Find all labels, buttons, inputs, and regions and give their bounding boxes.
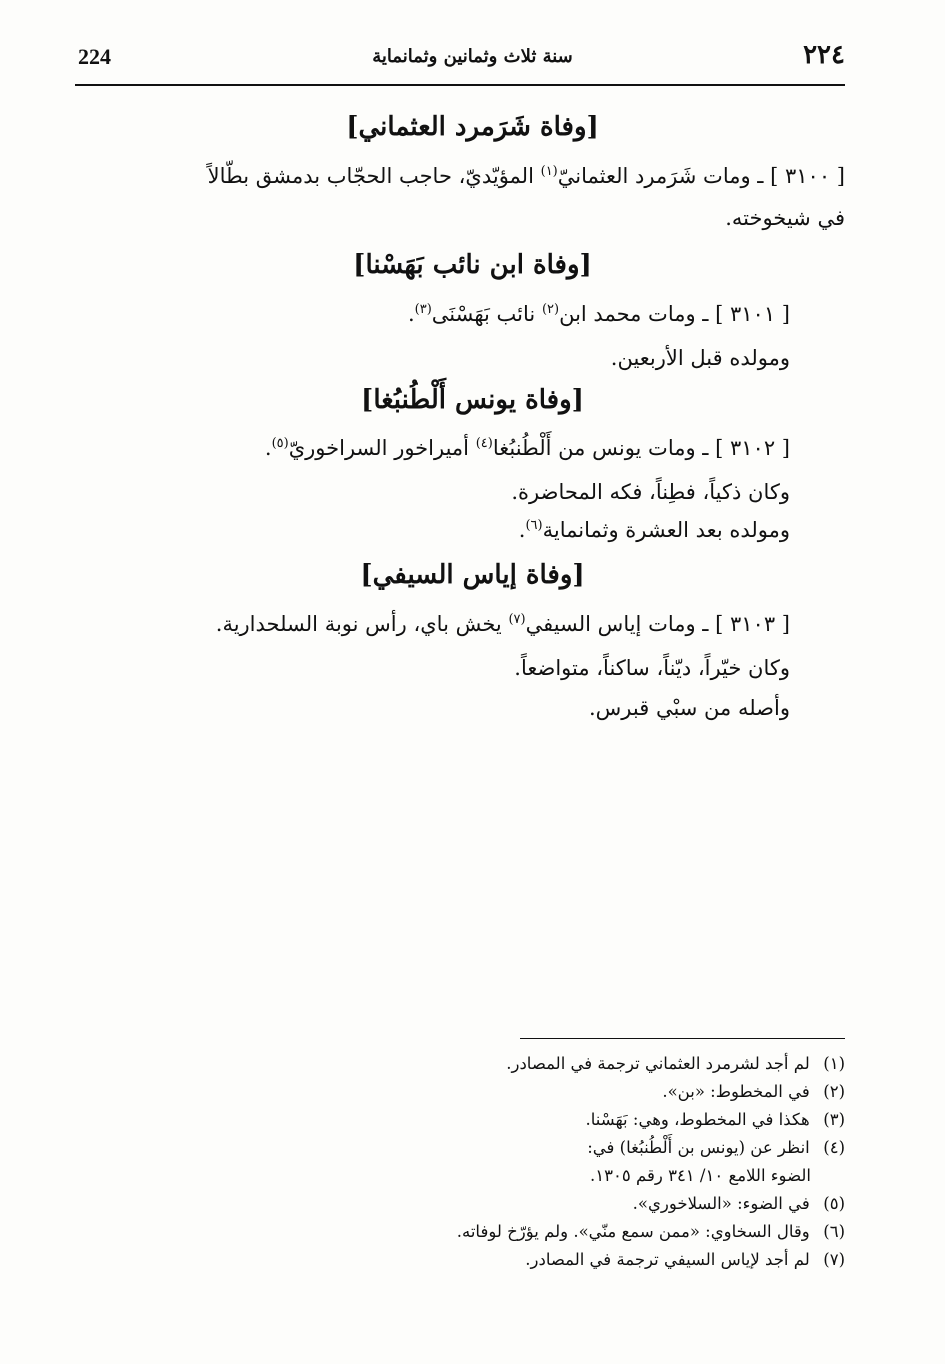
footnote: (٥) في الضوء: «السلاخوري».: [632, 1194, 845, 1213]
entry-line: وكان خيّراً، ديّناً، ساكناً، متواضعاً.: [514, 656, 790, 680]
footnote-ref: (٧): [508, 612, 526, 627]
entry-line: [ ٣١٠١ ] ـ ومات محمد ابن$^{(٢)}$ نائب بَهَسْنَى$^{(٣)}$.: [407, 302, 790, 326]
entry-heading: [وفاة يونس أَلْطُنبُغا]: [361, 385, 584, 415]
entry-line: في شيخوخته.: [725, 206, 845, 230]
entry-line: ومولده قبل الأربعين.: [610, 346, 790, 370]
footnote-ref: (١): [540, 164, 558, 179]
entry-heading: [وفاة ابن نائب بَهَسْنا]: [353, 250, 592, 280]
page-number-latin: 224: [78, 44, 111, 69]
entry-heading: [وفاة إياس السيفي]: [360, 560, 585, 590]
footnote-ref: (٦): [525, 518, 543, 533]
footnote-ref: (٢): [541, 302, 560, 317]
entry-line: [ ٣١٠٠ ] ـ ومات شَرَمرد العثمانيّ$^{(١)}$ المؤيّديّ، حاجب الحجّاب بدمشق بطّالاً: [207, 164, 845, 188]
footnotes: [70, 1050, 845, 1274]
header-rule: [75, 84, 845, 86]
footnote: (٣) هكذا في المخطوط، وهي: بَهَسْنا.: [585, 1110, 845, 1129]
footnote-ref: (٥): [271, 436, 289, 451]
entry-line: وكان ذكياً، فطِناً، فكه المحاضرة.: [511, 480, 790, 504]
footnote: (٧) لم أجد لإياس السيفي ترجمة في المصادر.: [525, 1250, 845, 1269]
page-number-arabic: ٢٢٤: [803, 40, 845, 70]
footnote: (٤) انظر عن (يونس بن أَلْطُنبُغا) في:: [587, 1138, 845, 1157]
footnote-ref: (٣): [414, 302, 432, 317]
entry-line: ومولده بعد العشرة وثمانماية$^{(٦)}$.: [518, 518, 790, 542]
footnote: (١) لم أجد لشرمرد العثماني ترجمة في المصادر.: [506, 1054, 845, 1073]
entry-text: [70, 156, 845, 196]
entry-heading: [وفاة شَرَمرد العثماني]: [346, 112, 599, 142]
entry-line: [ ٣١٠٣ ] ـ ومات إياس السيفي$^{(٧)}$ يخش باي، رأس نوبة السلحدارية.: [215, 612, 790, 636]
footnote-continuation: الضوء اللامع ١٠/ ٣٤١ رقم ١٣٠٥.: [590, 1166, 811, 1185]
running-title: سنة ثلاث وثمانين وثمانماية: [372, 46, 573, 67]
footnote: (٢) في المخطوط: «بن».: [662, 1082, 845, 1101]
entry-line: وأصله من سبْي قبرس.: [589, 696, 790, 720]
footnote-rule: [520, 1038, 845, 1039]
entry-line: [ ٣١٠٢ ] ـ ومات يونس من أَلْطُنبُغا$^{(٤)}$ أميراخور السراخوريّ$^{(٥)}$.: [264, 436, 790, 460]
footnote-ref: (٤): [475, 436, 493, 451]
footnote: (٦) وقال السخاوي: «ممن سمع منّي». ولم يؤرّخ لوفاته.: [456, 1222, 845, 1241]
